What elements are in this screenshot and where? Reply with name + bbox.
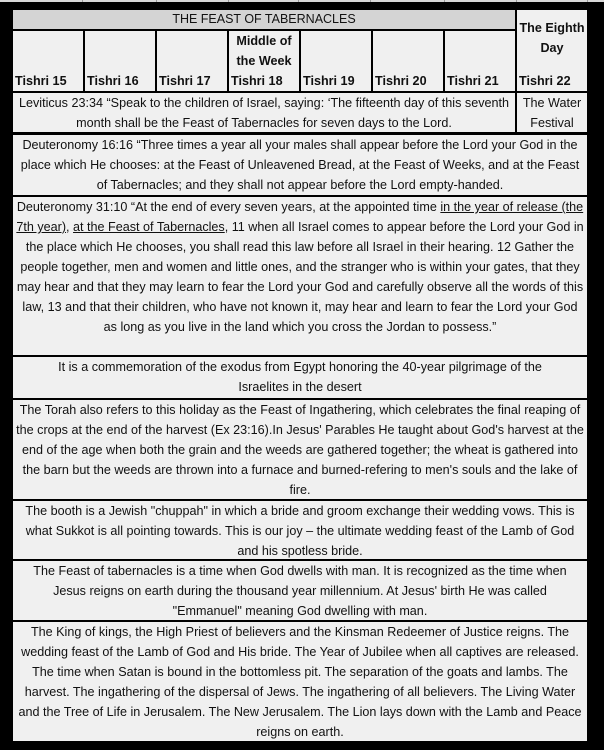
deut31-underline-feast: at the Feast of Tabernacles [73,220,225,234]
ingathering-row: The Torah also refers to this holiday as the Feast of Ingathering, which celebrates the final reaping of the crops at the end of the harvest (Ex 23:16).In Jesus' Parables He taught about God's harvest at the end of the age when both the grain and the weeds are gathered together; the wheat is gathered into the barn but the weeds are thrown into a furnace and burned-refering to men's souls and the lake of fire. [13,400,587,499]
water-festival-cell: The Water Festival [517,93,587,132]
deut31-text-2: , [66,220,74,234]
deuteronomy-31-row [13,197,587,355]
day-label: Tishri 15 [15,74,67,88]
day-tishri-20 [373,31,443,91]
day-label-tishri-22: Tishri 22 [519,74,571,88]
day-label: Tishri 20 [375,74,427,88]
day-label: Tishri 16 [87,74,139,88]
exodus-row: It is a commemoration of the exodus from Egypt honoring the 40-year pilgrimage of the Israelites in the desert [13,357,587,398]
deut31-text-3: , 11 when all Israel comes to appear before the Lord your God in the place which He chooses, you shall read this law before all Israel in their hearing. 12 Gather the people together, men and women and little ones, and the stranger who is within your gates, that they may hear and that they may learn to fear the Lord your God and carefully observe all the words of this law, 13 and that their children, who have not known it, may hear and learn to fear the Lord your God as long as you live in the land which you cross the Jordan to possess.” [16,220,584,334]
middle-of-week-label: Middle of the Week [236,34,292,68]
day-label: Tishri 17 [159,74,211,88]
leviticus-row: Leviticus 23:34 “Speak to the children of Israel, saying: ‘The fifteenth day of this seventh month shall be the Feast of Tabernacles for seven days to the Lord. [13,93,515,132]
deuteronomy-16-row: Deuteronomy 16:16 “Three times a year all your males shall appear before the Lord your God in the place which He chooses: at the Feast of Unleavened Bread, at the Feast of Weeks, and at the Feast of Tabernacles; and they shall not appear before the Lord empty-handed. [13,135,587,195]
eighth-day-header [517,10,587,91]
emmanuel-row: The Feast of tabernacles is a time when God dwells with man. It is recognized as the time when Jesus reigns on earth during the thousand year millennium. At Jesus' birth He was called "Emmanuel" meaning God dwelling with man. [13,561,587,620]
day-label: Tishri 21 [447,74,499,88]
day-tishri-15 [13,31,83,91]
eighth-day-label: The Eighth Day [519,21,585,55]
deut31-text-1: Deuteronomy 31:10 “At the end of every seven years, at the appointed time [16,200,441,214]
day-tishri-18 [229,31,299,91]
day-tishri-16 [85,31,155,91]
day-tishri-21 [445,31,515,91]
day-tishri-19 [301,31,371,91]
feast-title: THE FEAST OF TABERNACLES [13,10,515,29]
spreadsheet-gridline-strip [0,0,604,2]
chuppah-row: The booth is a Jewish "chuppah" in which a bride and groom exchange their wedding vows. This is what Sukkot is all pointing towards. This is our joy – the ultimate wedding feast of the Lamb of God and his spotless bride. [13,501,587,559]
deut31-underline-release: in the year of release (the 7th year) [16,200,584,234]
day-label: Tishri 18 [231,74,283,88]
day-label: Tishri 19 [303,74,355,88]
day-tishri-17 [157,31,227,91]
king-of-kings-row: The King of kings, the High Priest of believers and the Kinsman Redeemer of Justice reigns. The wedding feast of the Lamb of God and His bride. The Year of Jubilee when all captives are released. The time when Satan is bound in the bottomless pit. The separation of the goats and lambs. The harvest. The ingathering of the dispersal of Jews. The ingathering of all believers. The Living Water and the Tree of Life in Jerusalem. The New Jerusalem. The Lion lays down with the Lamb and Peace reigns on earth. [13,622,587,741]
